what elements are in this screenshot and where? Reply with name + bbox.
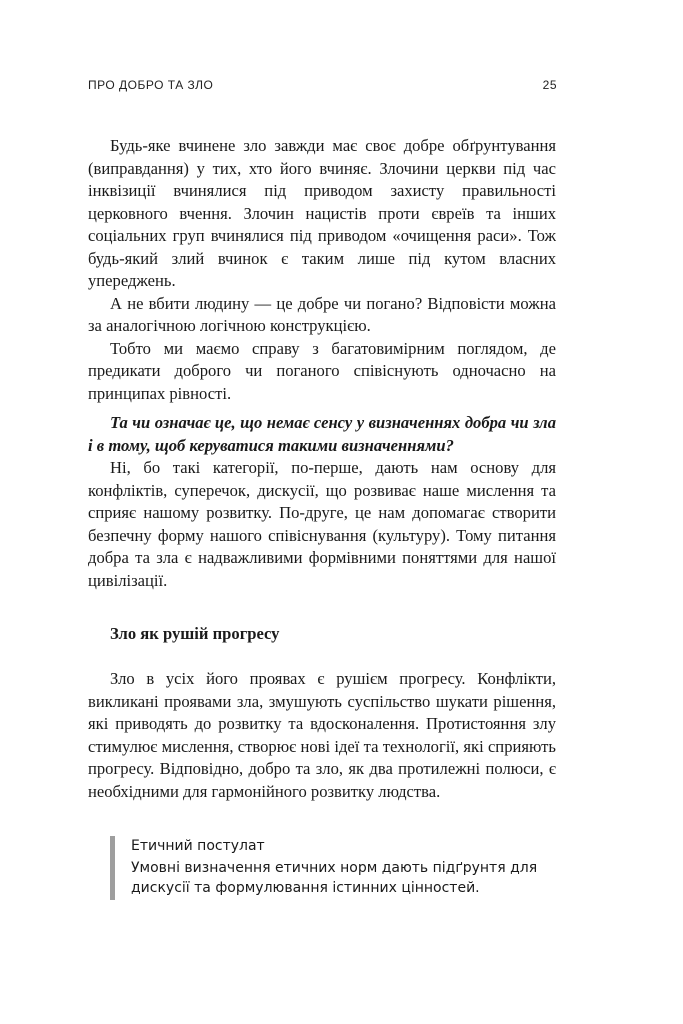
callout-text: Умовні визначення етичних норм дають підґрунтя для дискусії та формулювання істинних цінностей.: [131, 860, 538, 896]
text-block-intro: [88, 135, 556, 405]
section-heading: Зло як рушій прогресу: [110, 624, 280, 643]
answer-paragraph: Ні, бо такі категорії, по-перше, дають нам основу для конфліктів, суперечок, дискусії, що розвиває наше мислення та сприяє нашому розвитку. По-друге, це нам допомагає створити безпечну форму нашого співіснування (культуру). Тому питання добра та зла є надважливими формівними поняттями для нашої цивілізації.: [88, 458, 556, 590]
text-block-question: [88, 412, 556, 592]
callout-title: Етичний постулат: [131, 838, 265, 854]
running-title: ПРО ДОБРО ТА ЗЛО: [88, 78, 214, 92]
callout-box: [110, 836, 560, 900]
paragraph: Тобто ми маємо справу з багатовимірним поглядом, де предикати доброго чи поганого співіснують одночасно на принципах рівності.: [88, 338, 556, 403]
question-paragraph: Та чи означає це, що немає сенсу у визначеннях добра чи зла і в тому, щоб керуватися такими визначеннями?: [88, 413, 556, 455]
page-number: 25: [542, 78, 557, 92]
callout-bar: [110, 836, 115, 900]
text-block-section: [88, 668, 556, 803]
paragraph: Будь-яке вчинене зло завжди має своє добре обґрунтування (виправдання) у тих, хто його вчиняє. Злочини церкви під час інквізиції вчинялися під приводом захисту правильності церковного вчення. Злочин нацистів проти євреїв та інших соціальних груп вчинялися під приводом «очищення раси». Тож будь-який злий вчинок є таким лише під кутом власних упереджень.: [88, 136, 556, 290]
paragraph: А не вбити людину — це добре чи погано? Відповісти можна за аналогічною логічною конструкцією.: [88, 293, 556, 335]
paragraph: Зло в усіх його проявах є рушієм прогресу. Конфлікти, викликані проявами зла, змушують суспільство шукати рішення, які приводять до розвитку та вдосконалення. Протистояння злу стимулює мислення, створює нові ідеї та технології, які сприяють прогресу. Відповідно, добро та зло, як два протилежні полюси, є необхідними для гармонійного розвитку людства.: [88, 669, 556, 801]
